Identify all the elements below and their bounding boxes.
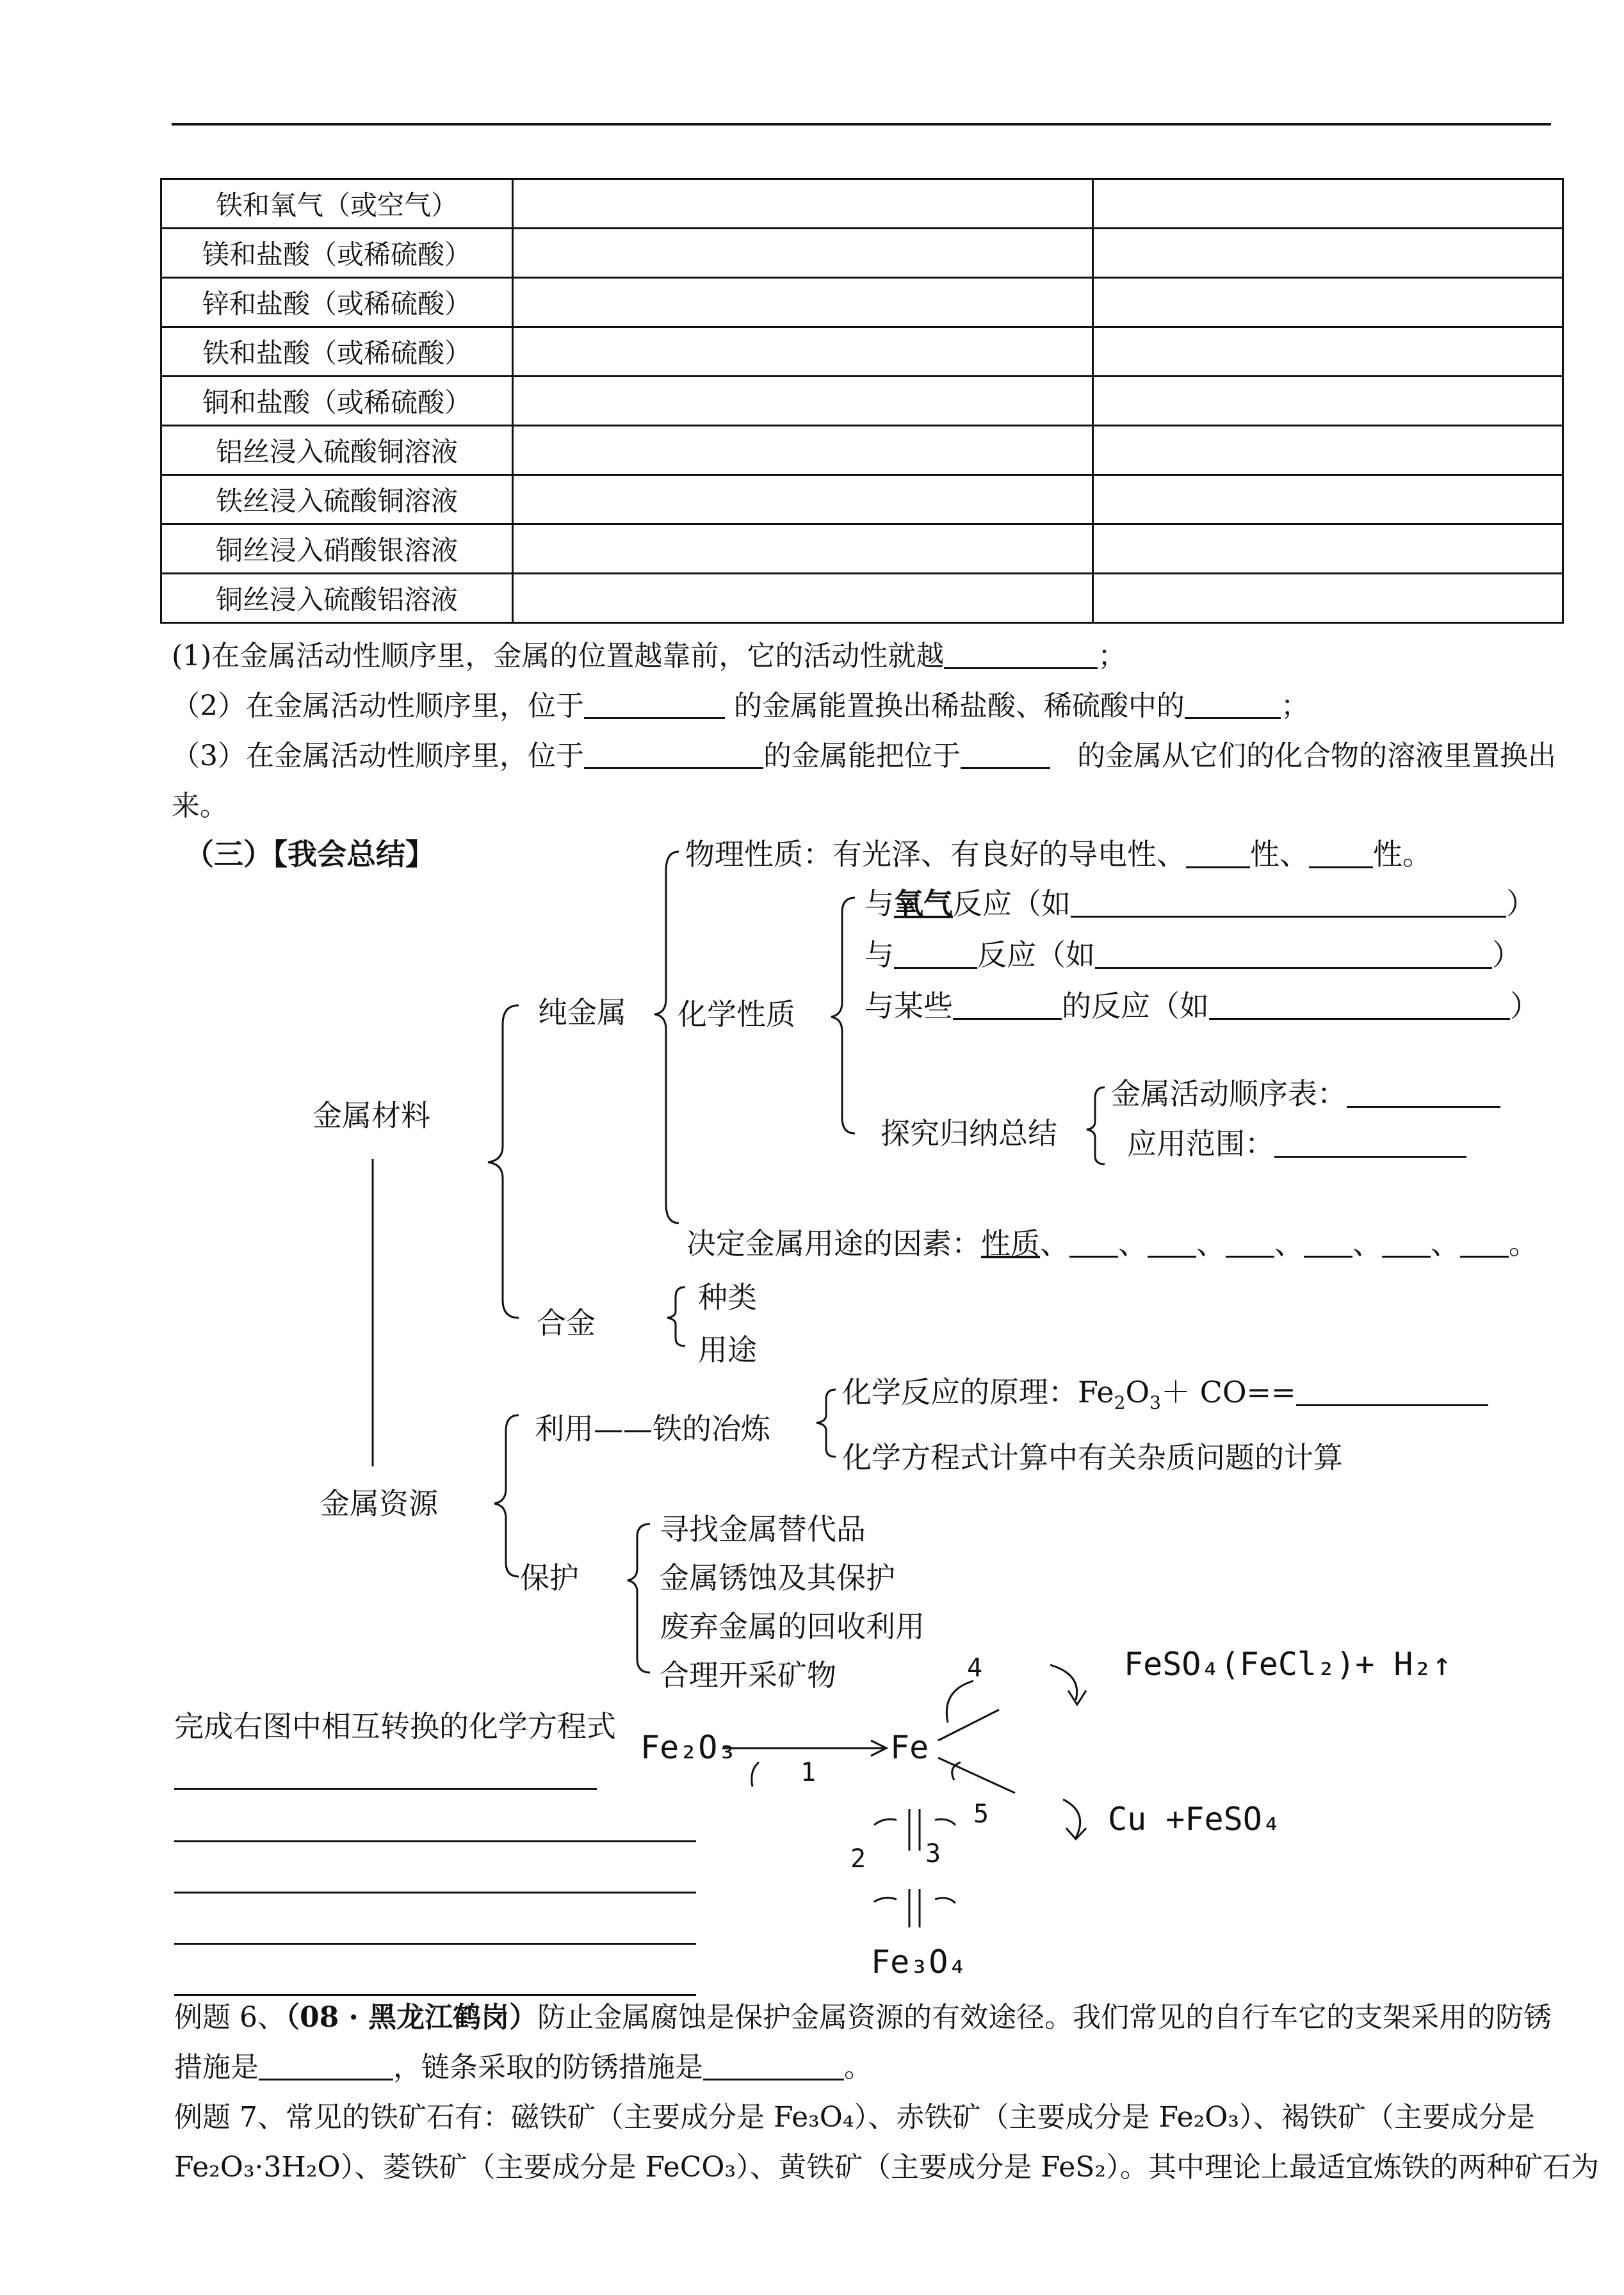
principle-row: 化学反应的原理：$Fe_2O_3+ CO==$ [842, 1369, 1488, 1411]
example-7-line2: Fe₂O₃·3H₂O）、菱铁矿（主要成分是 FeCO₃）、黄铁矿（主要成分是 FeS₂）。其中理论上最适宜炼铁的两种矿石为 [174, 2151, 1600, 2184]
pure-metal-label: 纯金属 [538, 995, 626, 1030]
physical-properties: 物理性质：有光泽、有良好的导电性、 性、 性。 [685, 837, 1432, 872]
question-2: （2）在金属活动性顺序里，位于 的金属能置换出稀盐酸、稀硫酸中的 ； [172, 690, 1309, 722]
protect-p1: 寻找金属替代品 [660, 1512, 866, 1546]
example-6: 例题 6、（08 · 黑龙江鹤岗）防止金属腐蚀是保护金属资源的有效途径。我们常见的自行车它的支架采用的防锈 [174, 2001, 1552, 2034]
experiment-label: 铜和盐酸（或稀硫酸） [161, 377, 513, 426]
answer-line[interactable] [174, 1943, 696, 1945]
experiment-label: 锌和盐酸（或稀硫酸） [161, 278, 513, 327]
step-1: 1 [800, 1758, 816, 1787]
chem-salt: 与某些 的反应（如 ） [865, 989, 1539, 1023]
protect-p2: 金属锈蚀及其保护 [660, 1561, 895, 1595]
utilize-label: 利用——铁的冶炼 [535, 1411, 770, 1446]
alloy-label: 合金 [537, 1306, 596, 1340]
question-3: （3）在金属活动性顺序里，位于 的金属能把位于 的金属从它们的化合物的溶液里置换出 [172, 740, 1556, 772]
experiment-label: 铜丝浸入硝酸银溶液 [161, 524, 513, 574]
example-7: 例题 7、常见的铁矿石有：磁铁矿（主要成分是 Fe₃O₄）、赤铁矿（主要成分是 Fe₂O₃）、褐铁矿（主要成分是 [174, 2101, 1535, 2134]
metal-materials-label: 金属材料 [313, 1098, 430, 1133]
activity-table-row: 金属活动顺序表： [1111, 1071, 1500, 1113]
chem-oxygen: 与氧气反应（如 ） [865, 886, 1536, 921]
protect-p3: 废弃金属的回收利用 [660, 1609, 925, 1644]
application-row: 应用范围： [1127, 1121, 1466, 1163]
kinds-label: 种类 [698, 1280, 757, 1315]
question-1: (1)在金属活动性顺序里，金属的位置越靠前，它的活动性就越 ； [172, 640, 1126, 672]
explore-label: 探究归纳总结 [881, 1116, 1057, 1151]
uses-label: 用途 [698, 1333, 757, 1367]
summary-heading: （三）【我会总结】 [184, 837, 435, 872]
answer-blank[interactable] [259, 2053, 393, 2080]
example-6-line2: 措施是 ，链条采取的防锈措施是 。 [174, 2051, 872, 2084]
step-3: 3 [925, 1839, 941, 1869]
chem-acid: 与 反应（如 ） [865, 937, 1522, 972]
fe3o4-node: Fe₃O₄ [871, 1943, 968, 1981]
usage-factors: 决定金属用途的因素：性质、 、 、 、 、 、 。 [686, 1226, 1538, 1261]
calc-label: 化学方程式计算中有关杂质问题的计算 [842, 1440, 1343, 1475]
metal-resources-label: 金属资源 [320, 1486, 438, 1521]
experiment-label: 铜丝浸入硫酸铝溶液 [161, 574, 513, 623]
product-bottom: Cu +FeSO₄ [1108, 1801, 1281, 1838]
chemical-properties-label: 化学性质 [678, 997, 795, 1032]
answer-line[interactable] [174, 1788, 597, 1790]
transform-prompt: 完成右图中相互转换的化学方程式 [174, 1709, 616, 1744]
experiment-label: 镁和盐酸（或稀硫酸） [161, 229, 513, 278]
step-2: 2 [850, 1844, 866, 1874]
step-4: 4 [967, 1653, 983, 1683]
answer-blank[interactable] [703, 2053, 844, 2080]
answer-line[interactable] [174, 1892, 696, 1894]
step-5: 5 [973, 1799, 989, 1829]
product-top: FeSO₄(FeCl₂)+ H₂↑ [1124, 1646, 1452, 1683]
fe2o3-node: Fe₂O₃ [640, 1729, 737, 1766]
protect-p4: 合理开采矿物 [660, 1658, 836, 1692]
protect-label: 保护 [520, 1561, 579, 1595]
answer-line[interactable] [174, 1840, 696, 1842]
experiment-label: 铝丝浸入硫酸铜溶液 [161, 426, 513, 475]
experiment-label: 铁和盐酸（或稀硫酸） [161, 327, 513, 377]
question-3-line2: 来。 [172, 790, 228, 822]
experiment-label: 铁丝浸入硫酸铜溶液 [161, 475, 513, 524]
experiment-label: 铁和氧气（或空气） [161, 179, 513, 229]
fe-node: Fe [890, 1729, 929, 1766]
